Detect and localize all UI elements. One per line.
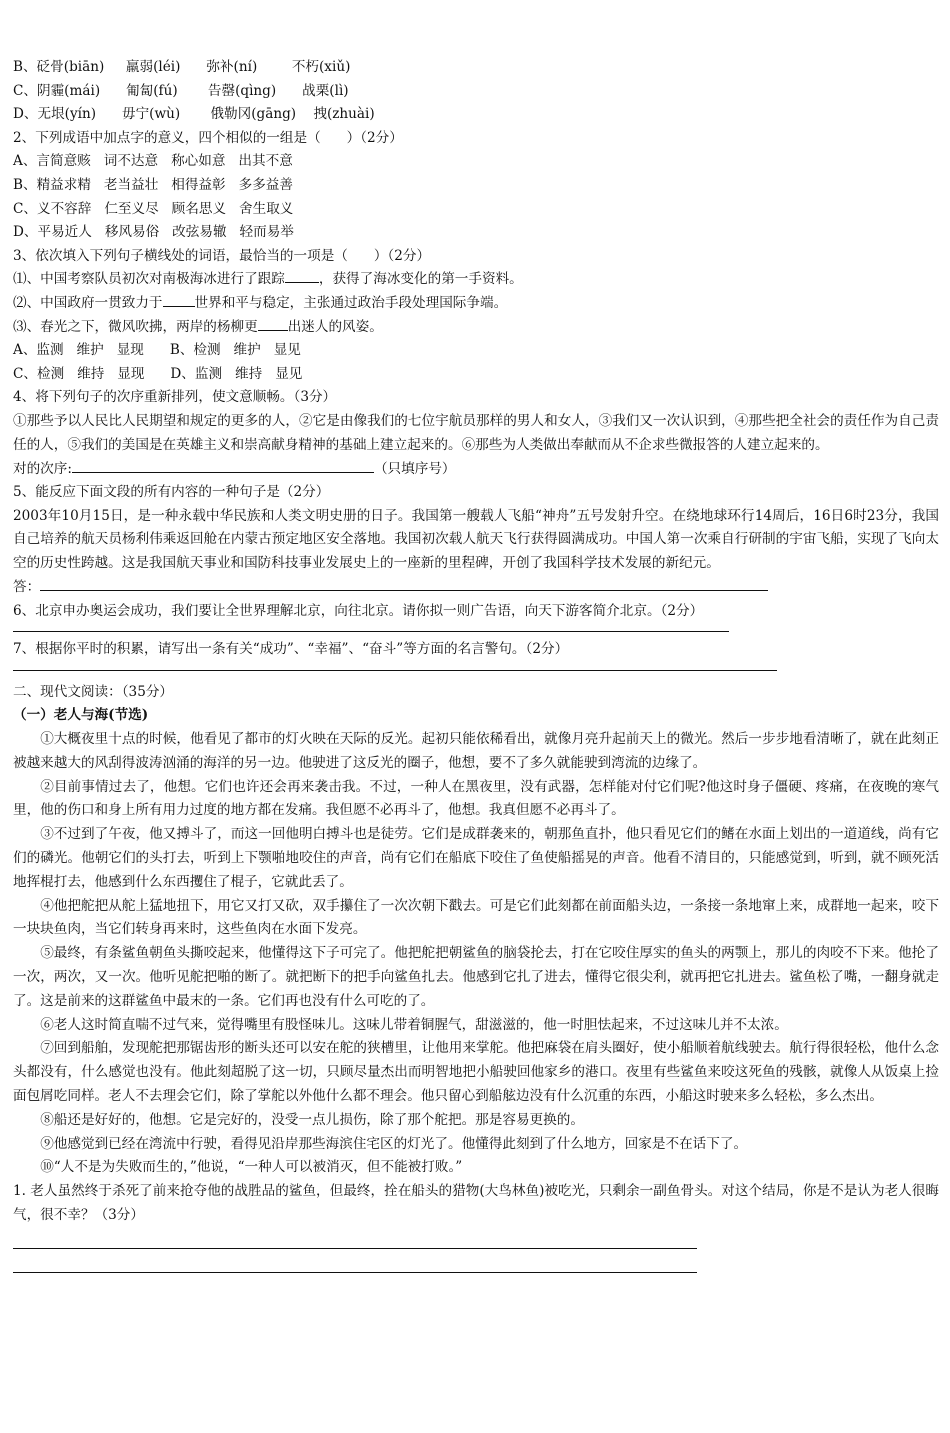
q3-blank-3[interactable]: [258, 316, 288, 331]
passage-paragraph-10: ⑩“人不是为失败而生的，”他说，“一种人可以被消灭，但不能被打败。”: [40, 1159, 463, 1176]
q1-option-d: D、无垠(yín) 毋宁(wù) 俄勒冈(gāng) 拽(zhuài): [13, 106, 375, 123]
q5-answer-blank[interactable]: [40, 576, 768, 591]
q3-blank-2[interactable]: [163, 292, 195, 307]
q5-answer-label: 答：: [13, 579, 41, 596]
q3-options-ab: A、监测 维护 显现 B、检测 维护 显见: [13, 342, 301, 359]
q2-option-d: D、平易近人 移风易俗 改弦易辙 轻而易举: [13, 224, 294, 241]
q3-options-cd: C、检测 维持 显现 D、监测 维持 显见: [13, 365, 303, 382]
q4-answer-label: 对的次序:: [13, 460, 72, 477]
q4-text: ①那些予以人民比人民期望和规定的更多的人，②它是由像我们的七位宇航员那样的男人和女人，③我们又一次认识到，④那些把全社会的责任作为自己责任的人，⑤我们的美国是在英雄主义和崇高献身精神的基础上建立起来的。⑥那些为人类做出奉献而从不企求些微报答的人建立起来的。: [13, 412, 939, 453]
q3-s1-after: ，获得了海冰变化的第一手资料。: [318, 271, 523, 288]
q2-option-b: B、精益求精 老当益壮 相得益彰 多多益善: [13, 176, 293, 193]
q3-sentence-3: [13, 316, 939, 340]
q3-s1-before: ⑴、中国考察队员初次对南极海冰进行了跟踪: [13, 271, 285, 288]
q3-sentence-1: [13, 268, 939, 292]
q7-stem: 7、根据你平时的积累，请写出一条有关“成功”、“幸福”、“奋斗”等方面的名言警句。（2分）: [13, 641, 569, 658]
q3-sentence-2: [13, 292, 939, 316]
passage-paragraph-7: ⑦回到船舶，发现舵把那锯齿形的断头还可以安在舵的狭槽里，让他用来掌舵。他把麻袋在肩头圈好，使小船顺着航线驶去。航行得很轻松，他什么念头都没有，什么感觉也没有。他此刻超脱了这一切，只顾尽量杰出而明智地把小船驶回他家乡的港口。夜里有些鲨鱼来咬这死鱼的残骸，就像人从饭桌上捡面包屑吃同样。老人不去理会它们，除了掌舵以外他什么都不理会。他只留心到船舷边没有什么沉重的东西，小船这时驶来多么轻松，多么杰出。: [13, 1040, 939, 1104]
exam-page: [13, 56, 939, 1273]
passage-paragraph-5: ⑤最终，有条鲨鱼朝鱼头撕咬起来，他懂得这下子可完了。他把舵把朝鲨鱼的脑袋抡去，打在它咬住厚实的鱼头的两颚上，那儿的肉咬不下来。他抡了一次，两次，又一次。他听见舵把啪的断了。就把断下的把手向鲨鱼扎去。他感到它扎了进去，懂得它很尖利，就再把它扎进去。鲨鱼松了嘴，一翻身就走了。这是前来的这群鲨鱼中最末的一条。它们再也没有什么可吃的了。: [13, 945, 939, 1009]
passage-paragraph-1: ①大概夜里十点的时候，他看见了都市的灯火映在天际的反光。起初只能依稀看出，就像月亮升起前天上的微光。然后一步步地看清晰了，就在此刻正被越来越大的风刮得波涛汹涌的海洋的另一边。他驶进了这反光的圈子，他想，要不了多久就能驶到湾流的边缘了。: [13, 731, 939, 771]
q4-stem: 4、将下列句子的次序重新排列，使文意顺畅。（3分）: [13, 389, 337, 406]
section2-subheading: （一）老人与海(节选): [13, 707, 149, 724]
q3-blank-1[interactable]: [285, 268, 319, 283]
passage-paragraph-2: ②目前事情过去了，他想。它们也许还会再来袭击我。不过，一种人在黑夜里，没有武器，怎样能对付它们呢?他这时身子僵硬、疼痛，在夜晚的寒气里，他的伤口和身上所有用力过度的地方都在发痛。我但愿不必再斗了，他想。我真但愿不必再斗了。: [13, 778, 939, 819]
q2-option-a: A、言简意赅 词不达意 称心如意 出其不意: [13, 153, 293, 170]
q1-option-b: B、砭骨(biān) 羸弱(léi) 弥补(ní) 不朽(xiǔ): [13, 59, 351, 75]
q3-s3-before: ⑶、春光之下，微风吹拂，两岸的杨柳更: [13, 318, 258, 335]
q5-stem: 5、能反应下面文段的所有内容的一种句子是（2分）: [13, 484, 330, 501]
passage-q1-answer-line-2[interactable]: [13, 1272, 697, 1273]
q5-text: 2003年10月15日，是一种永载中华民族和人类文明史册的日子。我国第一艘载人飞船“神舟”五号发射升空。在绕地球环行14周后，16日6时23分，我国自己培养的航天员杨利伟乘返回舱在内蒙古预定地区安全落地。我国初次载人航天飞行获得圆满成功。中国人第一次乘自行研制的宇宙飞船，实现了飞向太空的历史性跨越。这是我国航天事业和国防科技事业发展史上的一座新的里程碑，开创了我国科学技术发展的新纪元。: [13, 507, 939, 572]
passage-paragraph-9: ⑨他感觉到已经在湾流中行驶，看得见沿岸那些海滨住宅区的灯光了。他懂得此刻到了什么地方，回家是不在话下了。: [40, 1135, 748, 1152]
passage-paragraph-4: ④他把舵把从舵上猛地扭下，用它又打又砍，双手攥住了一次次朝下戳去。可是它们此刻都在前面船头边，一条接一条地窜上来，成群地一起来，咬下一块块鱼肉，当它们转身再来时，这些鱼肉在水面下发亮。: [13, 897, 939, 938]
q2-stem: 2、下列成语中加点字的意义，四个相似的一组是（ ）（2分）: [13, 129, 403, 146]
passage-question-1: 1. 老人虽然终于杀死了前来抢夺他的战胜品的鲨鱼，但最终，拴在船头的猎物(大鸟林鱼)被吃光，只剩余一副鱼骨头。对这个结局，你是不是认为老人很晦气，很不幸？（3分）: [13, 1183, 939, 1223]
passage-paragraph-8: ⑧船还是好好的，他想。它是完好的，没受一点儿损伤，除了那个舵把。那是容易更换的。: [40, 1111, 584, 1128]
q4-answer-row: [13, 458, 939, 482]
passage-paragraph-3: ③不过到了午夜，他又搏斗了，而这一回他明白搏斗也是徒劳。它们是成群袭来的，朝那鱼直扑，他只看见它们的鳍在水面上划出的一道道线，尚有它们的磷光。他朝它们的头打去，听到上下颚啪地咬住的声音，尚有它们在船底下咬住了鱼使船摇晃的声音。他看不清目的，只能感觉到，听到，就不顾死活地挥棍打去，他感到什么东西攫住了棍子，它就此丢了。: [13, 826, 939, 890]
passage-paragraph-6: ⑥老人这时简直喘不过气来，觉得嘴里有股怪味儿。这味儿带着铜腥气，甜滋滋的，他一时胆怯起来，不过这味儿并不太浓。: [40, 1016, 788, 1033]
q5-answer-row: [13, 576, 939, 600]
q6-stem: 6、北京申办奥运会成功，我们要让全世界理解北京，向往北京。请你拟一则广告语，向天下游客简介北京。（2分）: [13, 602, 704, 619]
q3-s2-after: 世界和平与稳定，主张通过政治手段处理国际争端。: [194, 294, 508, 311]
q2-option-c: C、义不容辞 仁至义尽 顾名思义 舍生取义: [13, 200, 294, 217]
q1-option-c: C、阴霾(mái) 匍匐(fú) 告罄(qìng) 战栗(lì): [13, 82, 349, 99]
passage-q1-answer-line-1[interactable]: [13, 1248, 697, 1249]
q4-answer-blank[interactable]: [72, 458, 374, 473]
q3-s3-after: 出迷人的风姿。: [287, 318, 383, 335]
q3-stem: 3、依次填入下列句子横线处的词语，最恰当的一项是（ ）（2分）: [13, 247, 431, 264]
q3-s2-before: ⑵、中国政府一贯致力于: [13, 294, 163, 311]
q4-answer-note: （只填序号）: [373, 460, 456, 477]
section2-heading: 二、现代文阅读：（35分）: [13, 683, 174, 700]
